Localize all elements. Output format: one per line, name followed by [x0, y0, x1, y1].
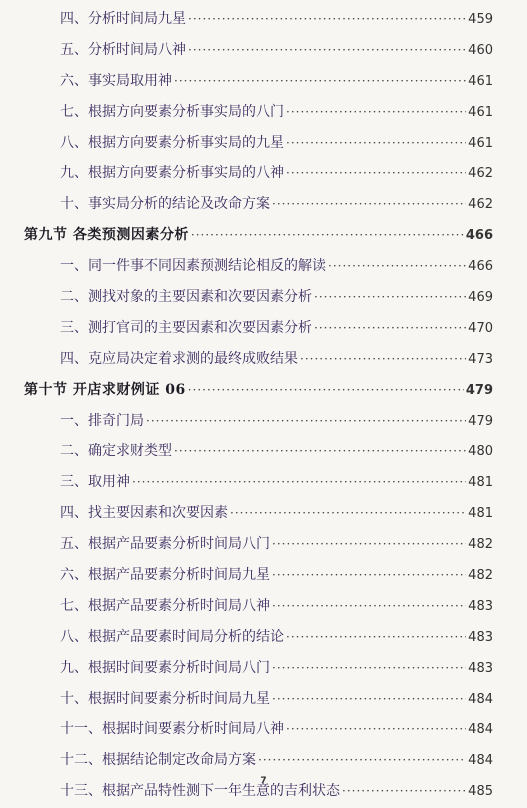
toc-entry-title: 一、同一件事不同因素预测结论相反的解读 — [60, 258, 326, 275]
dot-leader — [286, 714, 466, 745]
toc-entry-title: 五、根据产品要素分析时间局八门 — [60, 536, 270, 553]
dot-leader — [191, 220, 464, 251]
toc-entry-title: 二、测找对象的主要因素和次要因素分析 — [60, 289, 312, 306]
toc-entry-title: 十二、根据结论制定改命局方案 — [60, 752, 256, 769]
toc-entry-page: 461 — [468, 104, 493, 120]
dot-leader — [286, 128, 466, 159]
toc-entry[interactable] — [24, 560, 493, 591]
toc-entry-title: 五、分析时间局八神 — [60, 41, 186, 58]
toc-entry[interactable] — [24, 653, 493, 684]
toc-entry-title: 七、根据方向要素分析事实局的八门 — [60, 103, 284, 120]
toc-entry-title: 三、测打官司的主要因素和次要因素分析 — [60, 319, 312, 336]
dot-leader — [328, 251, 466, 282]
toc-entry-page: 466 — [468, 259, 493, 275]
toc-entry-page: 482 — [468, 568, 493, 584]
toc-entry-page: 484 — [468, 753, 493, 769]
toc-entry-page: 482 — [468, 537, 493, 553]
toc-entry[interactable] — [24, 158, 493, 189]
dot-leader — [314, 313, 466, 344]
dot-leader — [174, 436, 466, 467]
dot-leader — [286, 622, 466, 653]
toc-entry-page: 462 — [468, 197, 493, 213]
toc-entry-title: 十一、根据时间要素分析时间局八神 — [60, 721, 284, 738]
toc-entry-title: 八、根据方向要素分析事实局的九星 — [60, 134, 284, 151]
toc-entry[interactable] — [24, 66, 493, 97]
toc-entry-title: 一、排奇门局 — [60, 412, 144, 429]
dot-leader — [272, 529, 466, 560]
toc-entry-title: 十三、根据产品特性测下一年生意的吉利状态 — [60, 783, 340, 800]
toc-entry[interactable] — [24, 622, 493, 653]
toc-entry-title: 十、根据时间要素分析时间局九星 — [60, 690, 270, 707]
toc-entry-page: 481 — [468, 506, 493, 522]
toc-entry[interactable] — [24, 406, 493, 437]
dot-leader — [314, 282, 466, 313]
toc-entry[interactable] — [24, 313, 493, 344]
toc-entry-title: 第十节 开店求财例证 06 — [24, 381, 186, 398]
toc-entry-title: 四、分析时间局九星 — [60, 11, 186, 27]
dot-leader — [188, 35, 466, 66]
toc-entry[interactable] — [24, 251, 493, 282]
toc-entry[interactable] — [24, 436, 493, 467]
dot-leader — [272, 653, 466, 684]
dot-leader — [258, 745, 466, 776]
toc-entry-page: 479 — [465, 382, 493, 398]
dot-leader — [188, 4, 466, 35]
toc-entry-page: 466 — [465, 228, 493, 244]
toc-entry-title: 二、确定求财类型 — [60, 443, 172, 460]
toc-entry-page: 469 — [468, 290, 493, 306]
toc-entry-page: 470 — [468, 320, 493, 336]
toc-section-entry[interactable] — [24, 220, 493, 251]
toc-entry-title: 九、根据方向要素分析事实局的八神 — [60, 165, 284, 182]
toc-entry-title: 七、根据产品要素分析时间局八神 — [60, 597, 270, 614]
dot-leader — [272, 560, 466, 591]
toc-entry-title: 第九节 各类预测因素分析 — [24, 227, 189, 244]
dot-leader — [146, 406, 466, 437]
toc-entry-title: 三、取用神 — [60, 474, 130, 491]
toc-entry-page: 473 — [468, 351, 493, 367]
toc-entry[interactable] — [24, 97, 493, 128]
page-number: 7 — [260, 776, 267, 786]
toc-entry[interactable] — [24, 529, 493, 560]
toc-entry-page: 485 — [468, 784, 493, 800]
toc-entry-page: 479 — [468, 413, 493, 429]
toc-entry[interactable] — [24, 467, 493, 498]
toc-entry-title: 六、根据产品要素分析时间局九星 — [60, 567, 270, 584]
toc-entry-page: 461 — [468, 73, 493, 89]
toc-entry[interactable] — [24, 189, 493, 220]
toc-entry[interactable] — [24, 745, 493, 776]
dot-leader — [188, 375, 464, 406]
toc-entry-title: 六、事实局取用神 — [60, 72, 172, 89]
toc-entry-title: 四、克应局决定着求测的最终成败结果 — [60, 350, 298, 367]
toc-section-entry[interactable] — [24, 375, 493, 406]
toc-entry[interactable] — [24, 128, 493, 159]
dot-leader — [230, 498, 466, 529]
toc-entry-page: 483 — [468, 629, 493, 645]
toc-entry-title: 八、根据产品要素时间局分析的结论 — [60, 628, 284, 645]
toc-entry-title: 四、找主要因素和次要因素 — [60, 505, 228, 522]
toc-entry-page: 483 — [468, 598, 493, 614]
dot-leader — [286, 97, 466, 128]
dot-leader — [174, 66, 466, 97]
dot-leader — [286, 158, 466, 189]
toc-entry-title: 十、事实局分析的结论及改命方案 — [60, 196, 270, 213]
toc-entry-page: 483 — [468, 660, 493, 676]
table-of-contents — [24, 4, 493, 807]
toc-entry[interactable] — [24, 684, 493, 715]
dot-leader — [300, 344, 466, 375]
toc-entry[interactable] — [24, 35, 493, 66]
toc-entry-page: 459 — [468, 12, 493, 27]
toc-entry-title: 九、根据时间要素分析时间局八门 — [60, 659, 270, 676]
toc-entry-page: 481 — [468, 475, 493, 491]
dot-leader — [272, 684, 466, 715]
toc-entry-page: 484 — [468, 722, 493, 738]
toc-entry-page: 461 — [468, 135, 493, 151]
toc-entry[interactable] — [24, 344, 493, 375]
dot-leader — [272, 591, 466, 622]
dot-leader — [132, 467, 466, 498]
dot-leader — [272, 189, 466, 220]
toc-entry[interactable] — [24, 591, 493, 622]
toc-entry[interactable] — [24, 714, 493, 745]
toc-entry-page: 460 — [468, 42, 493, 58]
toc-entry[interactable] — [24, 498, 493, 529]
toc-entry[interactable] — [24, 4, 493, 35]
toc-entry-page: 462 — [468, 166, 493, 182]
toc-entry-page: 480 — [468, 444, 493, 460]
toc-entry[interactable] — [24, 282, 493, 313]
toc-entry-page: 484 — [468, 691, 493, 707]
